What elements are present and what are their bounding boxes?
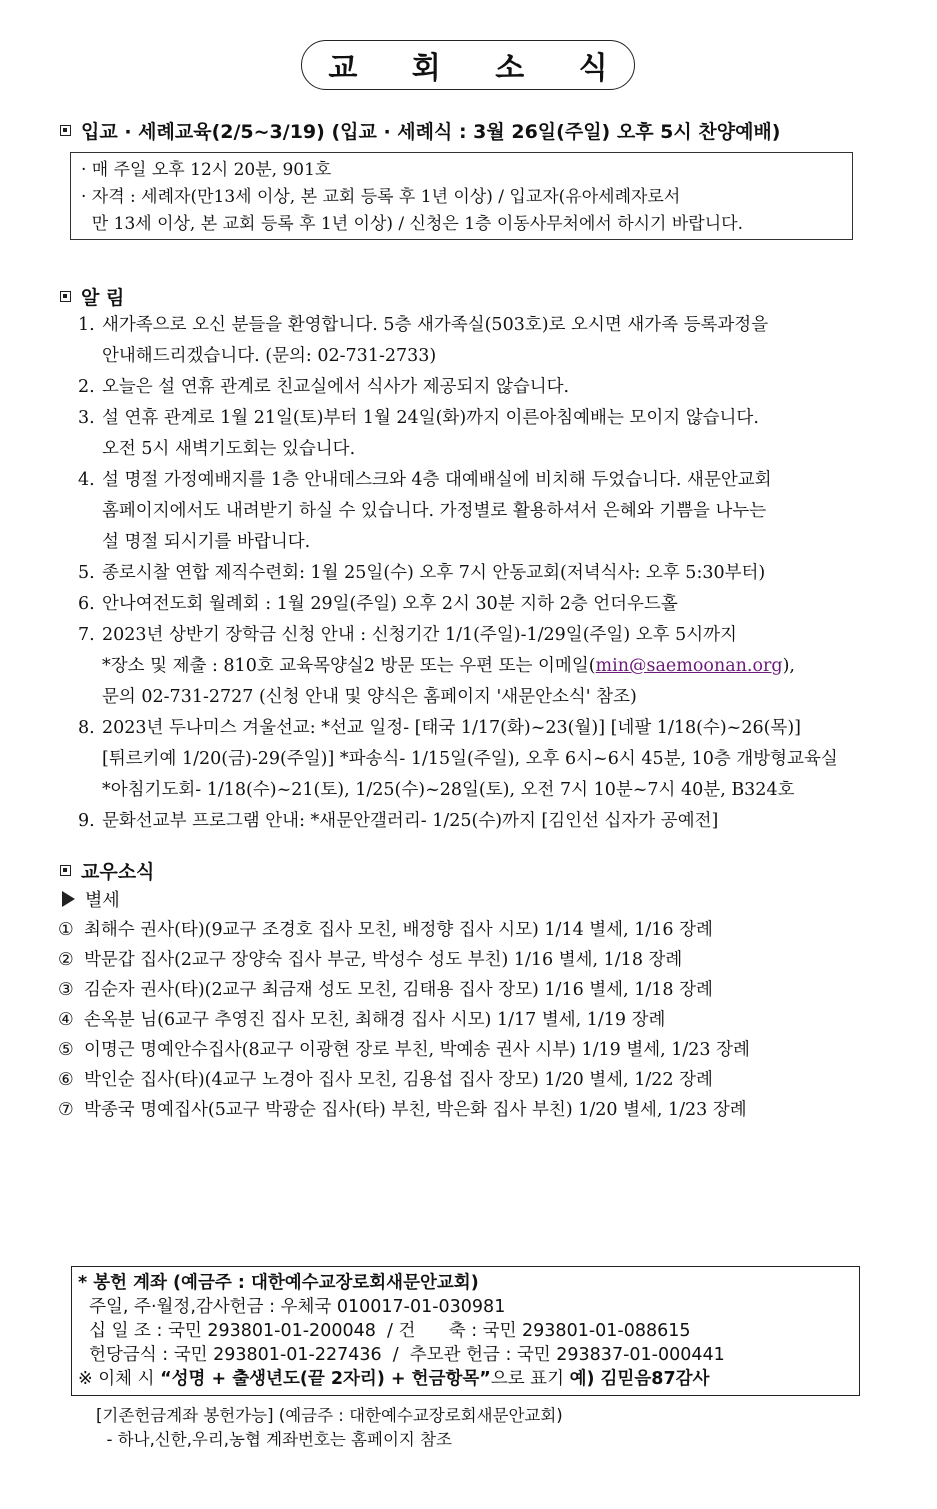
notice-number: 7. — [78, 625, 95, 645]
notice-number: 9. — [78, 811, 95, 831]
notice-text: 2023년 두나미스 겨울선교: *선교 일정- [태국 1/17(화)~23(월)] [네팔 1/18(수)~26(목)] — [102, 718, 801, 738]
obituary-marker: ① — [58, 920, 74, 940]
triangle-right-icon — [62, 891, 75, 907]
notices-heading-text: 알 림 — [81, 287, 125, 309]
notice-text: 설 명절 가정예배지를 1층 안내데스크와 4층 대예배실에 비치해 두었습니다. 새문안교회 — [102, 470, 772, 490]
notice-text: 새가족으로 오신 분들을 환영합니다. 5층 새가족실(503호)로 오시면 새가족 등록과정을 — [102, 315, 769, 335]
footer-label: [기존헌금계좌 봉헌가능] — [96, 1406, 274, 1425]
offering-accounts-box — [71, 1266, 860, 1396]
notice-text: 안나여전도회 월례회 : 1월 29일(주일) 오후 2시 30분 지하 2층 언더우드홀 — [102, 594, 678, 614]
obituary-item — [58, 1095, 750, 1125]
obituary-list — [58, 915, 750, 1125]
obituary-item — [58, 915, 750, 945]
notice-text: 오전 5시 새벽기도회는 있습니다. — [102, 439, 356, 459]
email-link[interactable]: min@saemoonan.org — [595, 656, 783, 676]
obituary-text: 이명근 명예안수집사(8교구 이광현 장로 부친, 박예송 권사 시부) 1/19 별세, 1/23 장례 — [84, 1040, 750, 1060]
offering-note-part: 으로 표기 — [490, 1369, 570, 1389]
baptism-info-box — [70, 152, 853, 240]
footer-text: (예금주 : 대한예수교장로회새문안교회) — [273, 1406, 563, 1425]
page-title: 교 회 소 식 — [301, 40, 635, 90]
obituary-item — [58, 1065, 750, 1095]
notice-item — [78, 713, 898, 806]
notice-number: 4. — [78, 470, 95, 490]
notice-text: 홈페이지에서도 내려받기 하실 수 있습니다. 가정별로 활용하셔서 은혜와 기쁨을 나누는 — [102, 501, 767, 521]
offering-line: 헌당금식 : 국민 293801-01-227436 / 추모관 헌금 : 국민 293837-01-000441 — [78, 1345, 725, 1365]
notice-text: 설 연휴 관계로 1월 21일(토)부터 1월 24일(화)까지 이른아침예배는 모이지 않습니다. — [102, 408, 759, 428]
notice-number: 3. — [78, 408, 95, 428]
obituary-text: 손옥분 님(6교구 추영진 집사 모친, 최해경 집사 시모) 1/17 별세, 1/19 장례 — [84, 1010, 666, 1030]
obituaries-subheading-text: 별세 — [85, 890, 120, 911]
notice-item — [78, 403, 898, 465]
obituary-item — [58, 1035, 750, 1065]
notice-text: 문의 02-731-2727 (신청 안내 및 양식은 홈페이지 '새문안소식' 참조) — [102, 687, 637, 707]
notice-item — [78, 372, 898, 403]
notice-text: *아침기도회- 1/18(수)~21(토), 1/25(수)~28일(토), 오전 7시 10분~7시 40분, B324호 — [102, 780, 795, 800]
obituary-text: 김순자 권사(타)(2교구 최금재 성도 모친, 김태용 집사 장모) 1/16 별세, 1/18 장례 — [84, 980, 713, 1000]
notice-item — [78, 558, 898, 589]
obituary-item — [58, 1005, 750, 1035]
notices-heading — [60, 283, 124, 310]
notice-text: [튀르키예 1/20(금)-29(주일)] *파송식- 1/15일(주일), 오후 6시~6시 45분, 10층 개방형교육실 — [102, 749, 838, 769]
obituary-marker: ⑥ — [58, 1070, 74, 1090]
notice-item — [78, 620, 898, 713]
notice-text — [102, 651, 795, 682]
obituary-marker: ③ — [58, 980, 74, 1000]
notice-text: 문화선교부 프로그램 안내: *새문안갤러리- 1/25(수)까지 [김인선 십자가 공예전] — [102, 811, 719, 831]
notice-text: 오늘은 설 연휴 관계로 친교실에서 식사가 제공되지 않습니다. — [102, 377, 570, 397]
notice-text-part: *장소 및 제출 : 810호 교육목양실2 방문 또는 우편 또는 이메일( — [102, 656, 596, 676]
footer-note — [96, 1404, 563, 1452]
baptism-heading-text: 입교 · 세례교육(2/5~3/19) (입교 · 세례식 : 3월 26일(주일) 오후 5시 찬양예배) — [81, 121, 781, 143]
obituary-marker: ⑤ — [58, 1040, 74, 1060]
obituary-item — [58, 945, 750, 975]
notice-item — [78, 465, 898, 558]
offering-note-format: “성명 + 출생년도(끝 2자리) + 헌금항목” — [160, 1369, 491, 1389]
baptism-line: 만 13세 이상, 본 교회 등록 후 1년 이상) / 신청은 1층 이동사무처에서 하시기 바랍니다. — [81, 214, 743, 234]
square-bullet-icon — [60, 865, 71, 876]
notice-text-part: ), — [782, 656, 795, 676]
notice-item — [78, 806, 898, 837]
obituary-text: 박종국 명예집사(5교구 박광순 집사(타) 부친, 박은화 집사 부친) 1/20 별세, 1/23 장례 — [84, 1100, 747, 1120]
notice-item — [78, 310, 898, 372]
notice-text: 안내해드리겠습니다. (문의: 02-731-2733) — [102, 346, 437, 366]
square-bullet-icon — [60, 125, 71, 136]
notice-number: 2. — [78, 377, 95, 397]
notice-number: 5. — [78, 563, 95, 583]
notice-item — [78, 589, 898, 620]
offering-note-part: ※ 이체 시 — [78, 1369, 161, 1389]
square-bullet-icon — [60, 291, 71, 302]
notice-number: 8. — [78, 718, 95, 738]
obituary-item — [58, 975, 750, 1005]
offering-title: * 봉헌 계좌 (예금주 : 대한예수교장로회새문안교회) — [78, 1273, 479, 1293]
notice-text: 2023년 상반기 장학금 신청 안내 : 신청기간 1/1(주일)-1/29일(주일) 오후 5시까지 — [102, 625, 737, 645]
obituary-marker: ⑦ — [58, 1100, 74, 1120]
offering-line: 주일, 주·월정,감사헌금 : 우체국 010017-01-030981 — [78, 1297, 506, 1317]
obituary-text: 박인순 집사(타)(4교구 노경아 집사 모친, 김용섭 집사 장모) 1/20 별세, 1/22 장례 — [84, 1070, 713, 1090]
notice-number: 6. — [78, 594, 95, 614]
offering-line: 십 일 조 : 국민 293801-01-200048 / 건 축 : 국민 293801-01-088615 — [78, 1321, 691, 1341]
obituary-marker: ④ — [58, 1010, 74, 1030]
offering-note-example: 예) 김믿음87감사 — [569, 1369, 710, 1389]
offering-note — [78, 1367, 859, 1391]
notice-text: 종로시찰 연합 제직수련회: 1월 25일(수) 오후 7시 안동교회(저녁식사: 오후 5:30부터) — [102, 563, 766, 583]
obituaries-heading — [60, 857, 154, 884]
notice-list — [78, 310, 898, 837]
obituary-text: 최해수 권사(타)(9교구 조경호 집사 모친, 배정향 집사 시모) 1/14 별세, 1/16 장례 — [84, 920, 713, 940]
notice-text: 설 명절 되시기를 바랍니다. — [102, 532, 311, 552]
obituary-marker: ② — [58, 950, 74, 970]
obituaries-heading-text: 교우소식 — [81, 861, 155, 883]
obituaries-subheading — [62, 886, 120, 912]
notice-number: 1. — [78, 315, 95, 335]
baptism-line: · 매 주일 오후 12시 20분, 901호 — [81, 160, 332, 180]
obituary-text: 박문갑 집사(2교구 장양숙 집사 부군, 박성수 성도 부친) 1/16 별세, 1/18 장례 — [84, 950, 683, 970]
baptism-heading — [60, 117, 780, 144]
footer-text: - 하나,신한,우리,농협 계좌번호는 홈페이지 참조 — [96, 1430, 452, 1449]
baptism-line: · 자격 : 세례자(만13세 이상, 본 교회 등록 후 1년 이상) / 입교자(유아세례자로서 — [81, 187, 681, 207]
